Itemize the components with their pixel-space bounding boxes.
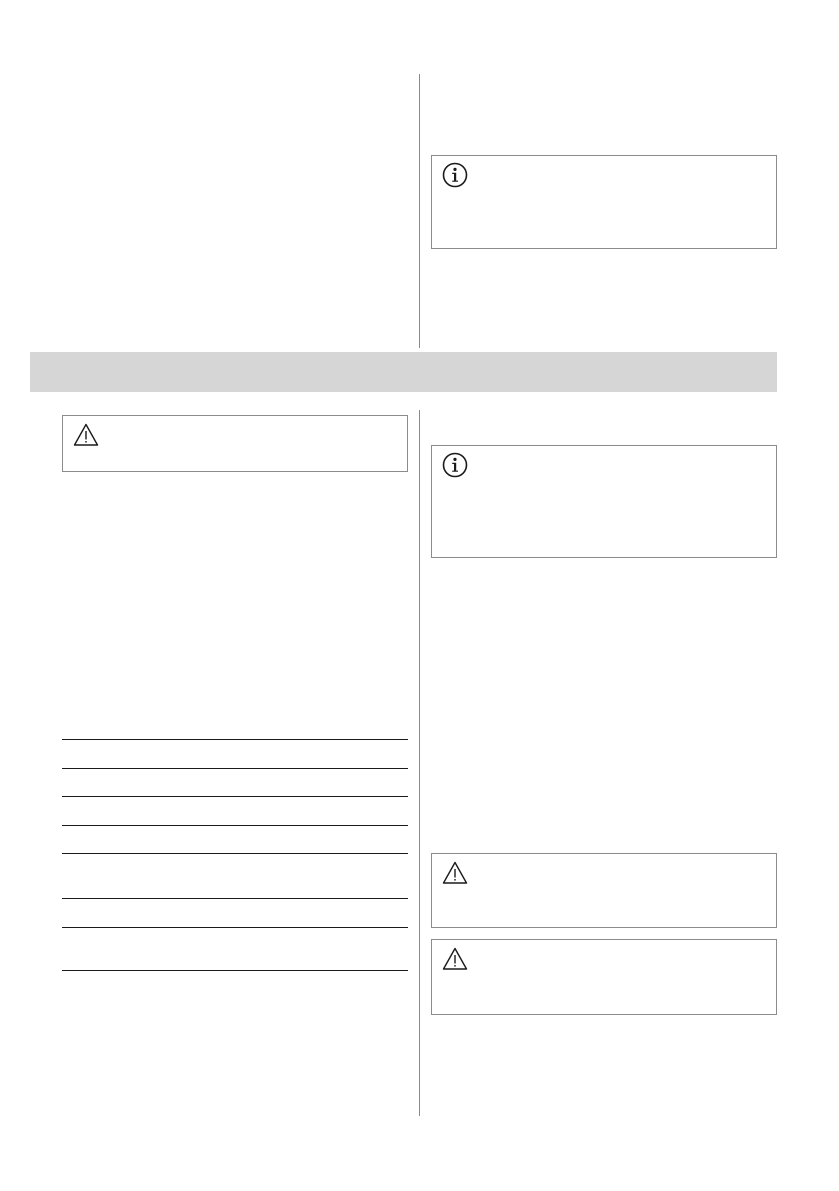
table-rule: [62, 853, 408, 854]
warning-box-left: [62, 415, 408, 472]
table-rule: [62, 825, 408, 826]
warning-icon: [442, 860, 468, 886]
column-divider-bottom: [419, 410, 420, 1116]
info-box-bottom: [431, 445, 777, 558]
table-rule: [62, 739, 408, 740]
table-rule: [62, 768, 408, 769]
info-icon: [442, 162, 468, 188]
warning-box-right-2: [431, 939, 777, 1015]
warning-box-right-1: [431, 853, 777, 928]
warning-icon: [442, 946, 468, 972]
warning-icon: [73, 422, 99, 448]
column-divider-top: [419, 74, 420, 348]
table-rule: [62, 898, 408, 899]
section-header-band: [30, 352, 777, 392]
info-icon: [442, 452, 468, 478]
table-rule: [62, 970, 408, 971]
table-rule: [62, 796, 408, 797]
table-rule: [62, 927, 408, 928]
info-box-top: [431, 155, 777, 249]
